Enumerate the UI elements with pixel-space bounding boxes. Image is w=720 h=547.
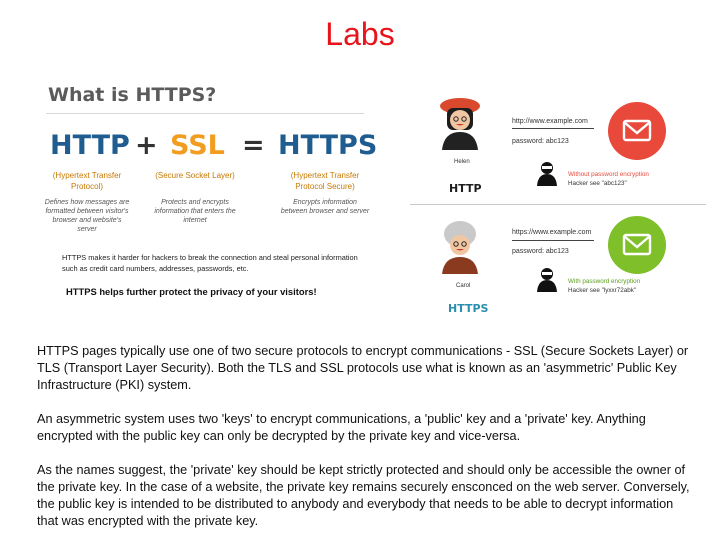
http-status-text: Without password encryption [568,171,649,178]
http-hacker-text: Hacker see "abc123" [568,180,627,187]
http-subtitle: (Hypertext Transfer Protocol) [52,171,122,191]
carol-name: Carol [456,283,471,289]
safe-mail-icon [608,216,666,274]
http-term: HTTP [50,130,130,161]
heading-underline [46,113,364,114]
https-row-label: HTTPS [448,302,489,315]
ssl-description: Protects and encrypts information that enters the internet [154,199,236,224]
carol-avatar-icon [432,218,488,274]
http-description: Defines how messages are formatted between visitor's browser and website's server [44,199,130,233]
ssl-subtitle: (Secure Socket Layer) [155,171,235,180]
body-paragraph-2: An asymmetric system uses two 'keys' to encrypt communications, a 'public' key and a 'private' key. Anything encrypted with the public key can only be decrypted by the private key and vice-versa. [37,412,646,443]
infographic-heading: What is HTTPS? [48,84,217,106]
http-flow-line [512,128,594,129]
https-term: HTTPS [278,130,378,161]
body-text [37,343,697,547]
helen-name: Helen [454,159,470,165]
https-description: Encrypts information between browser and server [280,199,370,215]
unsafe-mail-icon [608,102,666,160]
ssl-term: SSL [170,130,225,161]
hacker-icon [534,160,560,186]
plus-sign: + [135,130,158,161]
http-password: password: abc123 [512,138,569,145]
slide-title: Labs [325,16,395,52]
infographic-paragraph: HTTPS makes it harder for hackers to break the connection and steal personal information such as credit card numbers, addresses, passwords, etc. [62,253,358,273]
body-paragraph-3: As the names suggest, the 'private' key should be kept strictly protected and should only be accessible the owner of the private key. In the case of a website, the private key remains securely ensconced on the web server. Conversely, the public key is intended to be distributed to anybody and everybody that needs to be able to decrypt information that was encrypted with the private key. [37,463,690,528]
http-url: http://www.example.com [512,118,588,125]
http-row-label: HTTP [449,182,482,195]
https-infographic [38,80,708,320]
https-flow-line [512,240,594,241]
helen-avatar-icon [432,94,488,150]
body-paragraph-1: HTTPS pages typically use one of two secure protocols to encrypt communications - SSL (Secure Sockets Layer) or TLS (Transport Layer Security). Both the TLS and SSL protocols use what is known as an 'asymmetric' Public Key Infrastructure (PKI) system. [37,344,689,392]
rows-divider [410,204,706,205]
https-subtitle: (Hypertext Transfer Protocol Secure) [290,171,360,191]
https-url: https://www.example.com [512,229,592,236]
infographic-tagline: HTTPS helps further protect the privacy of your visitors! [66,286,317,297]
hacker-icon [534,266,560,292]
https-status-text: With password encryption [568,278,641,285]
equals-sign: = [242,130,265,161]
https-hacker-text: Hacker see "lyxxr72abk" [568,287,637,294]
https-password: password: abc123 [512,248,569,255]
